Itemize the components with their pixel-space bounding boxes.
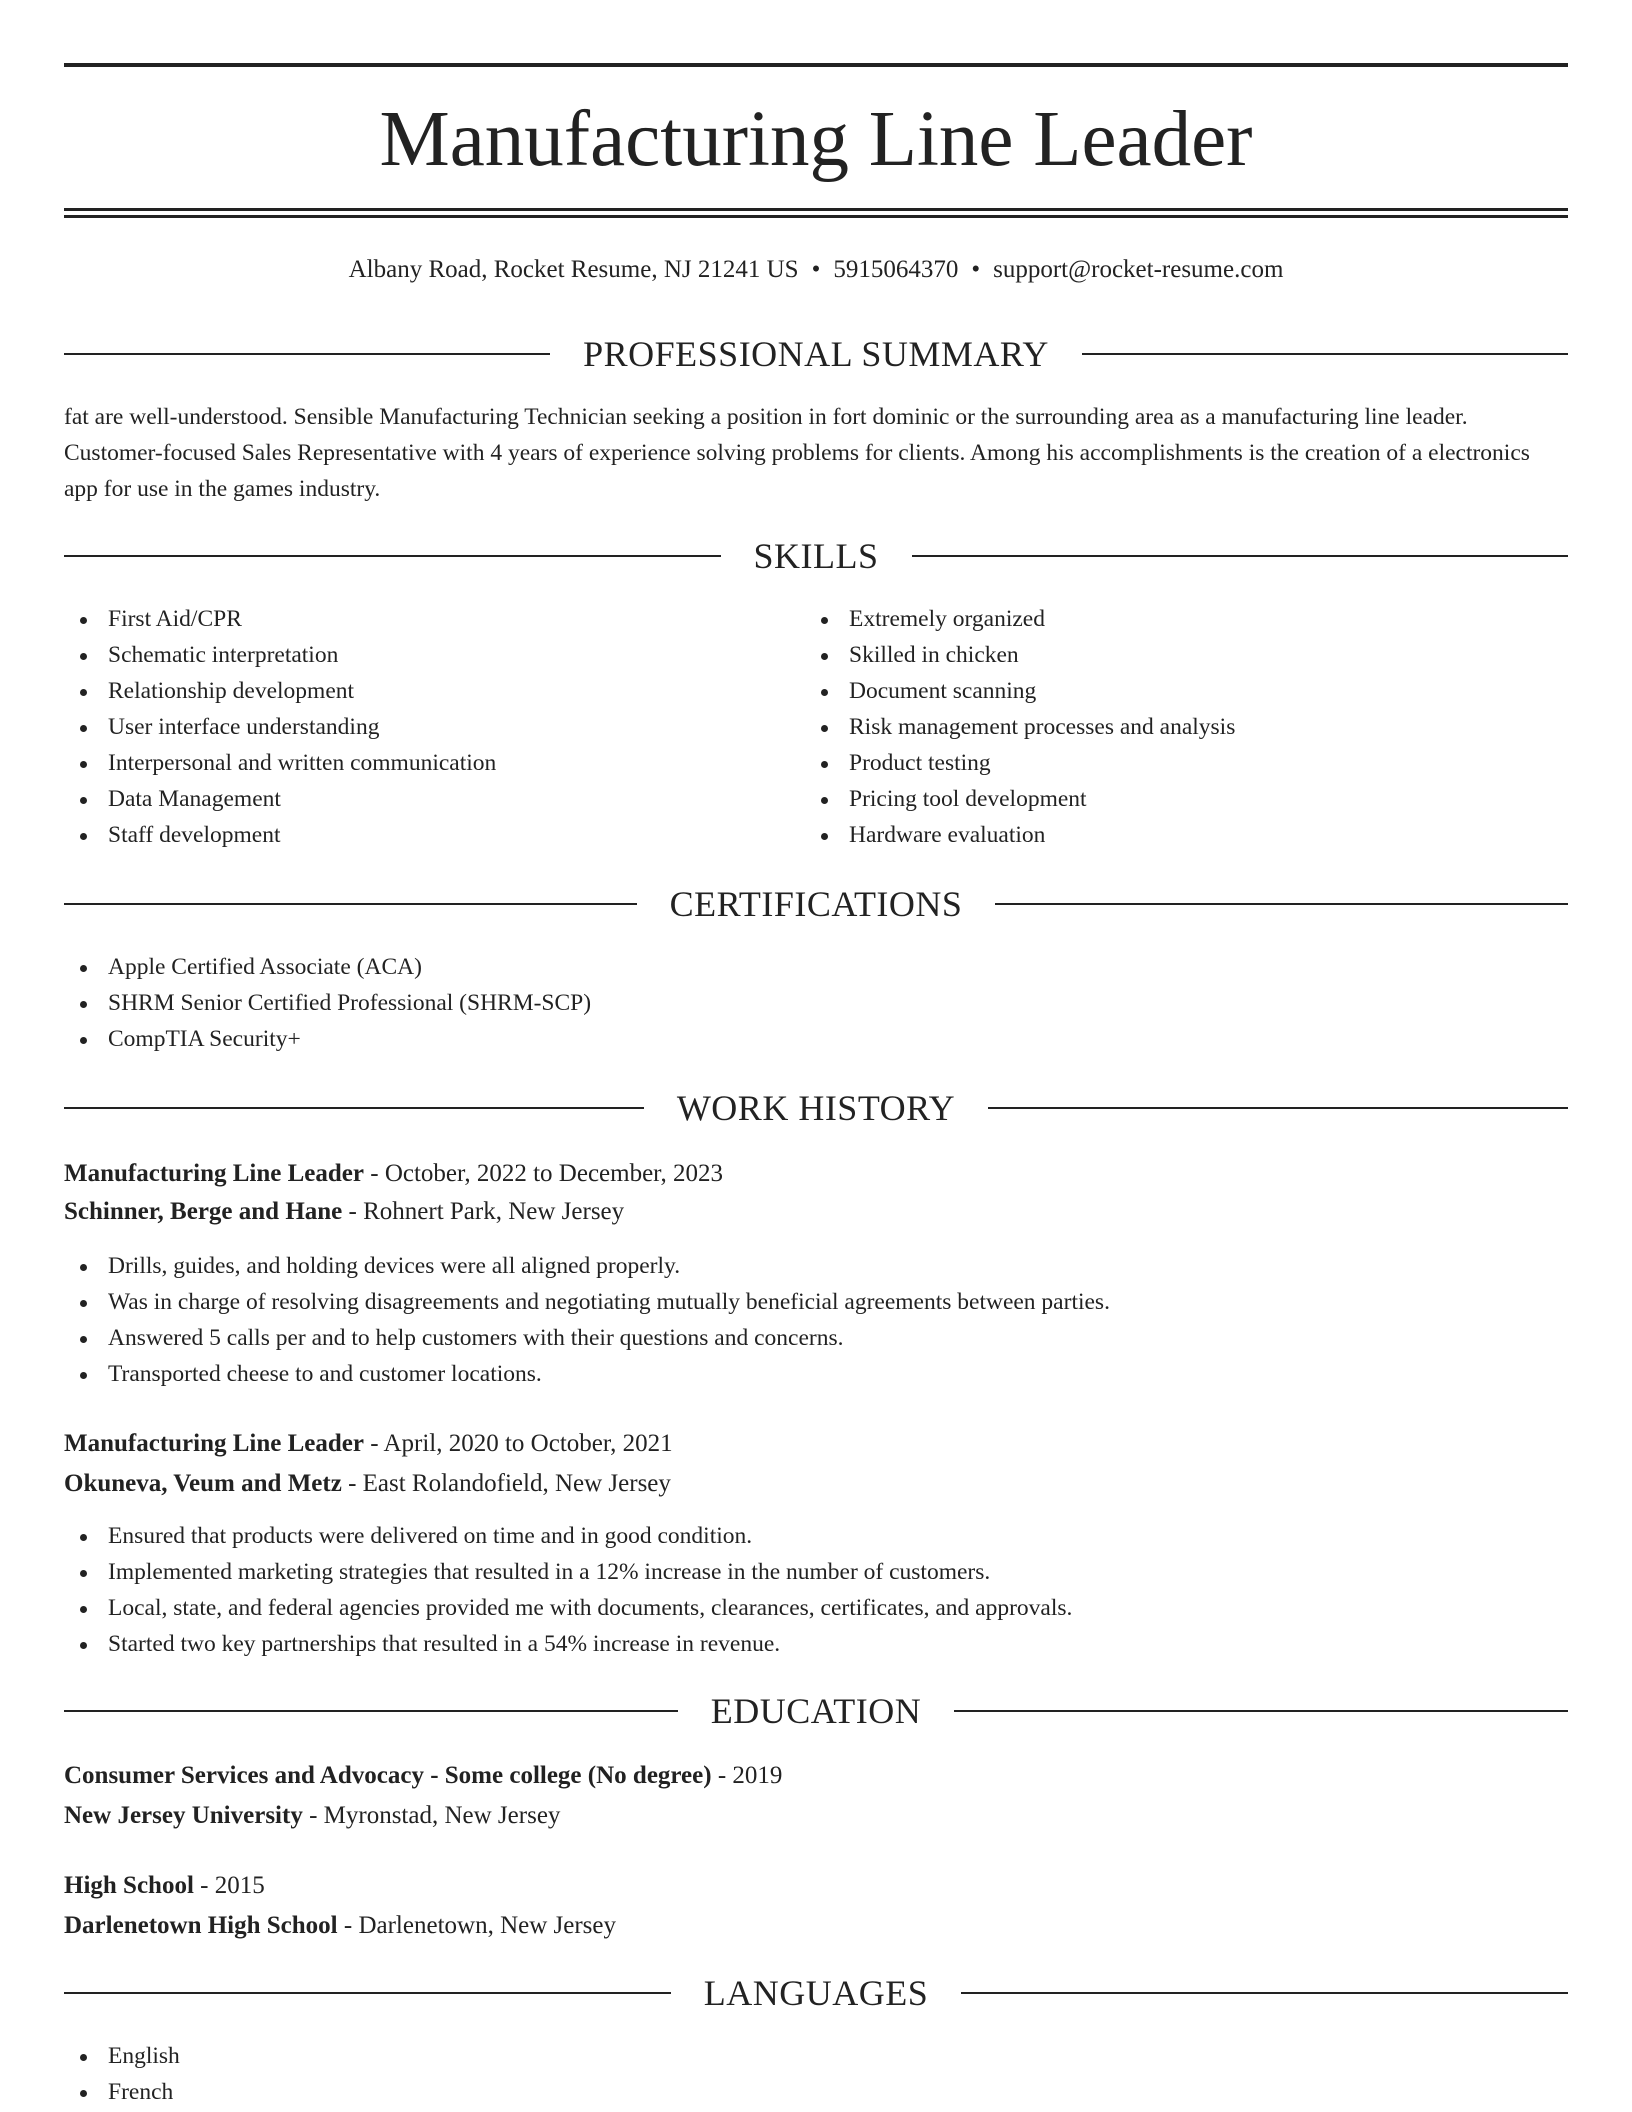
education-school-line <box>64 1797 1568 1835</box>
list-item: CompTIA Security+ <box>64 1021 591 1057</box>
list-item: English <box>64 2038 180 2074</box>
list-item: Hardware evaluation <box>805 817 1235 853</box>
list-item: Risk management processes and analysis <box>805 709 1235 745</box>
list-item: Drills, guides, and holding devices were all aligned properly. <box>64 1248 1110 1284</box>
list-item: Started two key partnerships that resulted in a 54% increase in revenue. <box>64 1626 1072 1662</box>
job-location: - Rohnert Park, New Jersey <box>342 1198 625 1225</box>
education-degree-line <box>64 1757 1568 1795</box>
list-item: Staff development <box>64 817 496 853</box>
list-item: User interface understanding <box>64 709 496 745</box>
education-school: New Jersey University <box>64 1802 303 1829</box>
education-degree: High School <box>64 1872 194 1899</box>
heading-rule-right <box>961 1992 1568 1994</box>
list-item: Interpersonal and written communication <box>64 745 496 781</box>
job-title-line <box>64 1425 1568 1463</box>
education-heading-label: EDUCATION <box>710 1691 922 1731</box>
skills-list-left <box>64 601 496 853</box>
list-item: Product testing <box>805 745 1235 781</box>
languages-heading <box>64 1972 1568 2014</box>
list-item: Data Management <box>64 781 496 817</box>
list-item: First Aid/CPR <box>64 601 496 637</box>
certifications-list <box>64 949 591 1057</box>
education-school-line <box>64 1907 1568 1945</box>
job-company: Schinner, Berge and Hane <box>64 1198 343 1225</box>
list-item: Ensured that products were delivered on time and in good condition. <box>64 1518 1072 1554</box>
job-company: Okuneva, Veum and Metz <box>64 1470 342 1497</box>
heading-rule-left <box>64 1992 671 1994</box>
skills-heading <box>64 535 1568 577</box>
heading-rule-right <box>912 555 1569 557</box>
skills-list-right <box>805 601 1235 853</box>
contact-email: support@rocket-resume.com <box>993 256 1284 283</box>
certifications-heading <box>64 883 1568 925</box>
heading-rule-left <box>64 1107 644 1109</box>
summary-heading <box>64 333 1568 375</box>
summary-heading-label: PROFESSIONAL SUMMARY <box>583 334 1049 374</box>
work-history-heading-label: WORK HISTORY <box>676 1088 956 1128</box>
education-year: - 2015 <box>193 1872 265 1899</box>
heading-rule-left <box>64 353 550 355</box>
education-school: Darlenetown High School <box>64 1912 338 1939</box>
contact-separator: • <box>811 256 821 283</box>
contact-line <box>64 253 1568 287</box>
list-item: Local, state, and federal agencies provided me with documents, clearances, certificates, and approvals. <box>64 1590 1072 1626</box>
list-item: Apple Certified Associate (ACA) <box>64 949 591 985</box>
heading-rule-left <box>64 1710 678 1712</box>
heading-rule-right <box>988 1107 1568 1109</box>
list-item: Answered 5 calls per and to help customers with their questions and concerns. <box>64 1320 1110 1356</box>
list-item: Transported cheese to and customer locations. <box>64 1356 1110 1392</box>
job-company-line <box>64 1465 1568 1503</box>
contact-phone: 5915064370 <box>833 256 959 283</box>
list-item: Relationship development <box>64 673 496 709</box>
certifications-heading-label: CERTIFICATIONS <box>669 884 963 924</box>
list-item: Schematic interpretation <box>64 637 496 673</box>
list-item: Implemented marketing strategies that resulted in a 12% increase in the number of customers. <box>64 1554 1072 1590</box>
resume-title: Manufacturing Line Leader <box>379 96 1253 183</box>
list-item: Document scanning <box>805 673 1235 709</box>
languages-heading-label: LANGUAGES <box>703 1973 929 2013</box>
job-dates: - April, 2020 to October, 2021 <box>364 1430 673 1457</box>
job-role: Manufacturing Line Leader <box>64 1160 364 1187</box>
job-location: - East Rolandofield, New Jersey <box>341 1470 671 1497</box>
education-year: - 2019 <box>711 1762 783 1789</box>
header-double-rule <box>64 208 1568 218</box>
education-location: - Darlenetown, New Jersey <box>337 1912 616 1939</box>
job-role: Manufacturing Line Leader <box>64 1430 364 1457</box>
list-item: French <box>64 2074 180 2110</box>
list-item: Was in charge of resolving disagreements and negotiating mutually beneficial agreements between parties. <box>64 1284 1110 1320</box>
heading-rule-right <box>954 1710 1568 1712</box>
header-top-rule <box>64 63 1568 67</box>
heading-rule-left <box>64 555 721 557</box>
job-company-line <box>64 1193 1568 1231</box>
skills-heading-label: SKILLS <box>753 536 879 576</box>
list-item: Extremely organized <box>805 601 1235 637</box>
education-degree: Consumer Services and Advocacy - Some college (No degree) <box>64 1762 712 1789</box>
job-dates: - October, 2022 to December, 2023 <box>364 1160 723 1187</box>
heading-rule-right <box>995 903 1568 905</box>
education-heading <box>64 1690 1568 1732</box>
list-item: Skilled in chicken <box>805 637 1235 673</box>
contact-address: Albany Road, Rocket Resume, NJ 21241 US <box>348 256 799 283</box>
job-bullets <box>64 1518 1072 1662</box>
heading-rule-left <box>64 903 637 905</box>
list-item: SHRM Senior Certified Professional (SHRM-SCP) <box>64 985 591 1021</box>
list-item: Pricing tool development <box>805 781 1235 817</box>
summary-text: fat are well-understood. Sensible Manufacturing Technician seeking a position in fort dominic or the surrounding area as a manufacturing line leader. Customer-focused Sales Representative with 4 years of experience solving problems for clients. Among his accomplishments is the creation of a electronics app for use in the games industry. <box>64 404 1530 502</box>
heading-rule-right <box>1082 353 1568 355</box>
job-title-line <box>64 1155 1568 1193</box>
job-bullets <box>64 1248 1110 1392</box>
work-history-heading <box>64 1087 1568 1129</box>
contact-separator: • <box>971 256 981 283</box>
languages-list <box>64 2038 180 2110</box>
education-degree-line <box>64 1867 1568 1905</box>
education-location: - Myronstad, New Jersey <box>302 1802 561 1829</box>
